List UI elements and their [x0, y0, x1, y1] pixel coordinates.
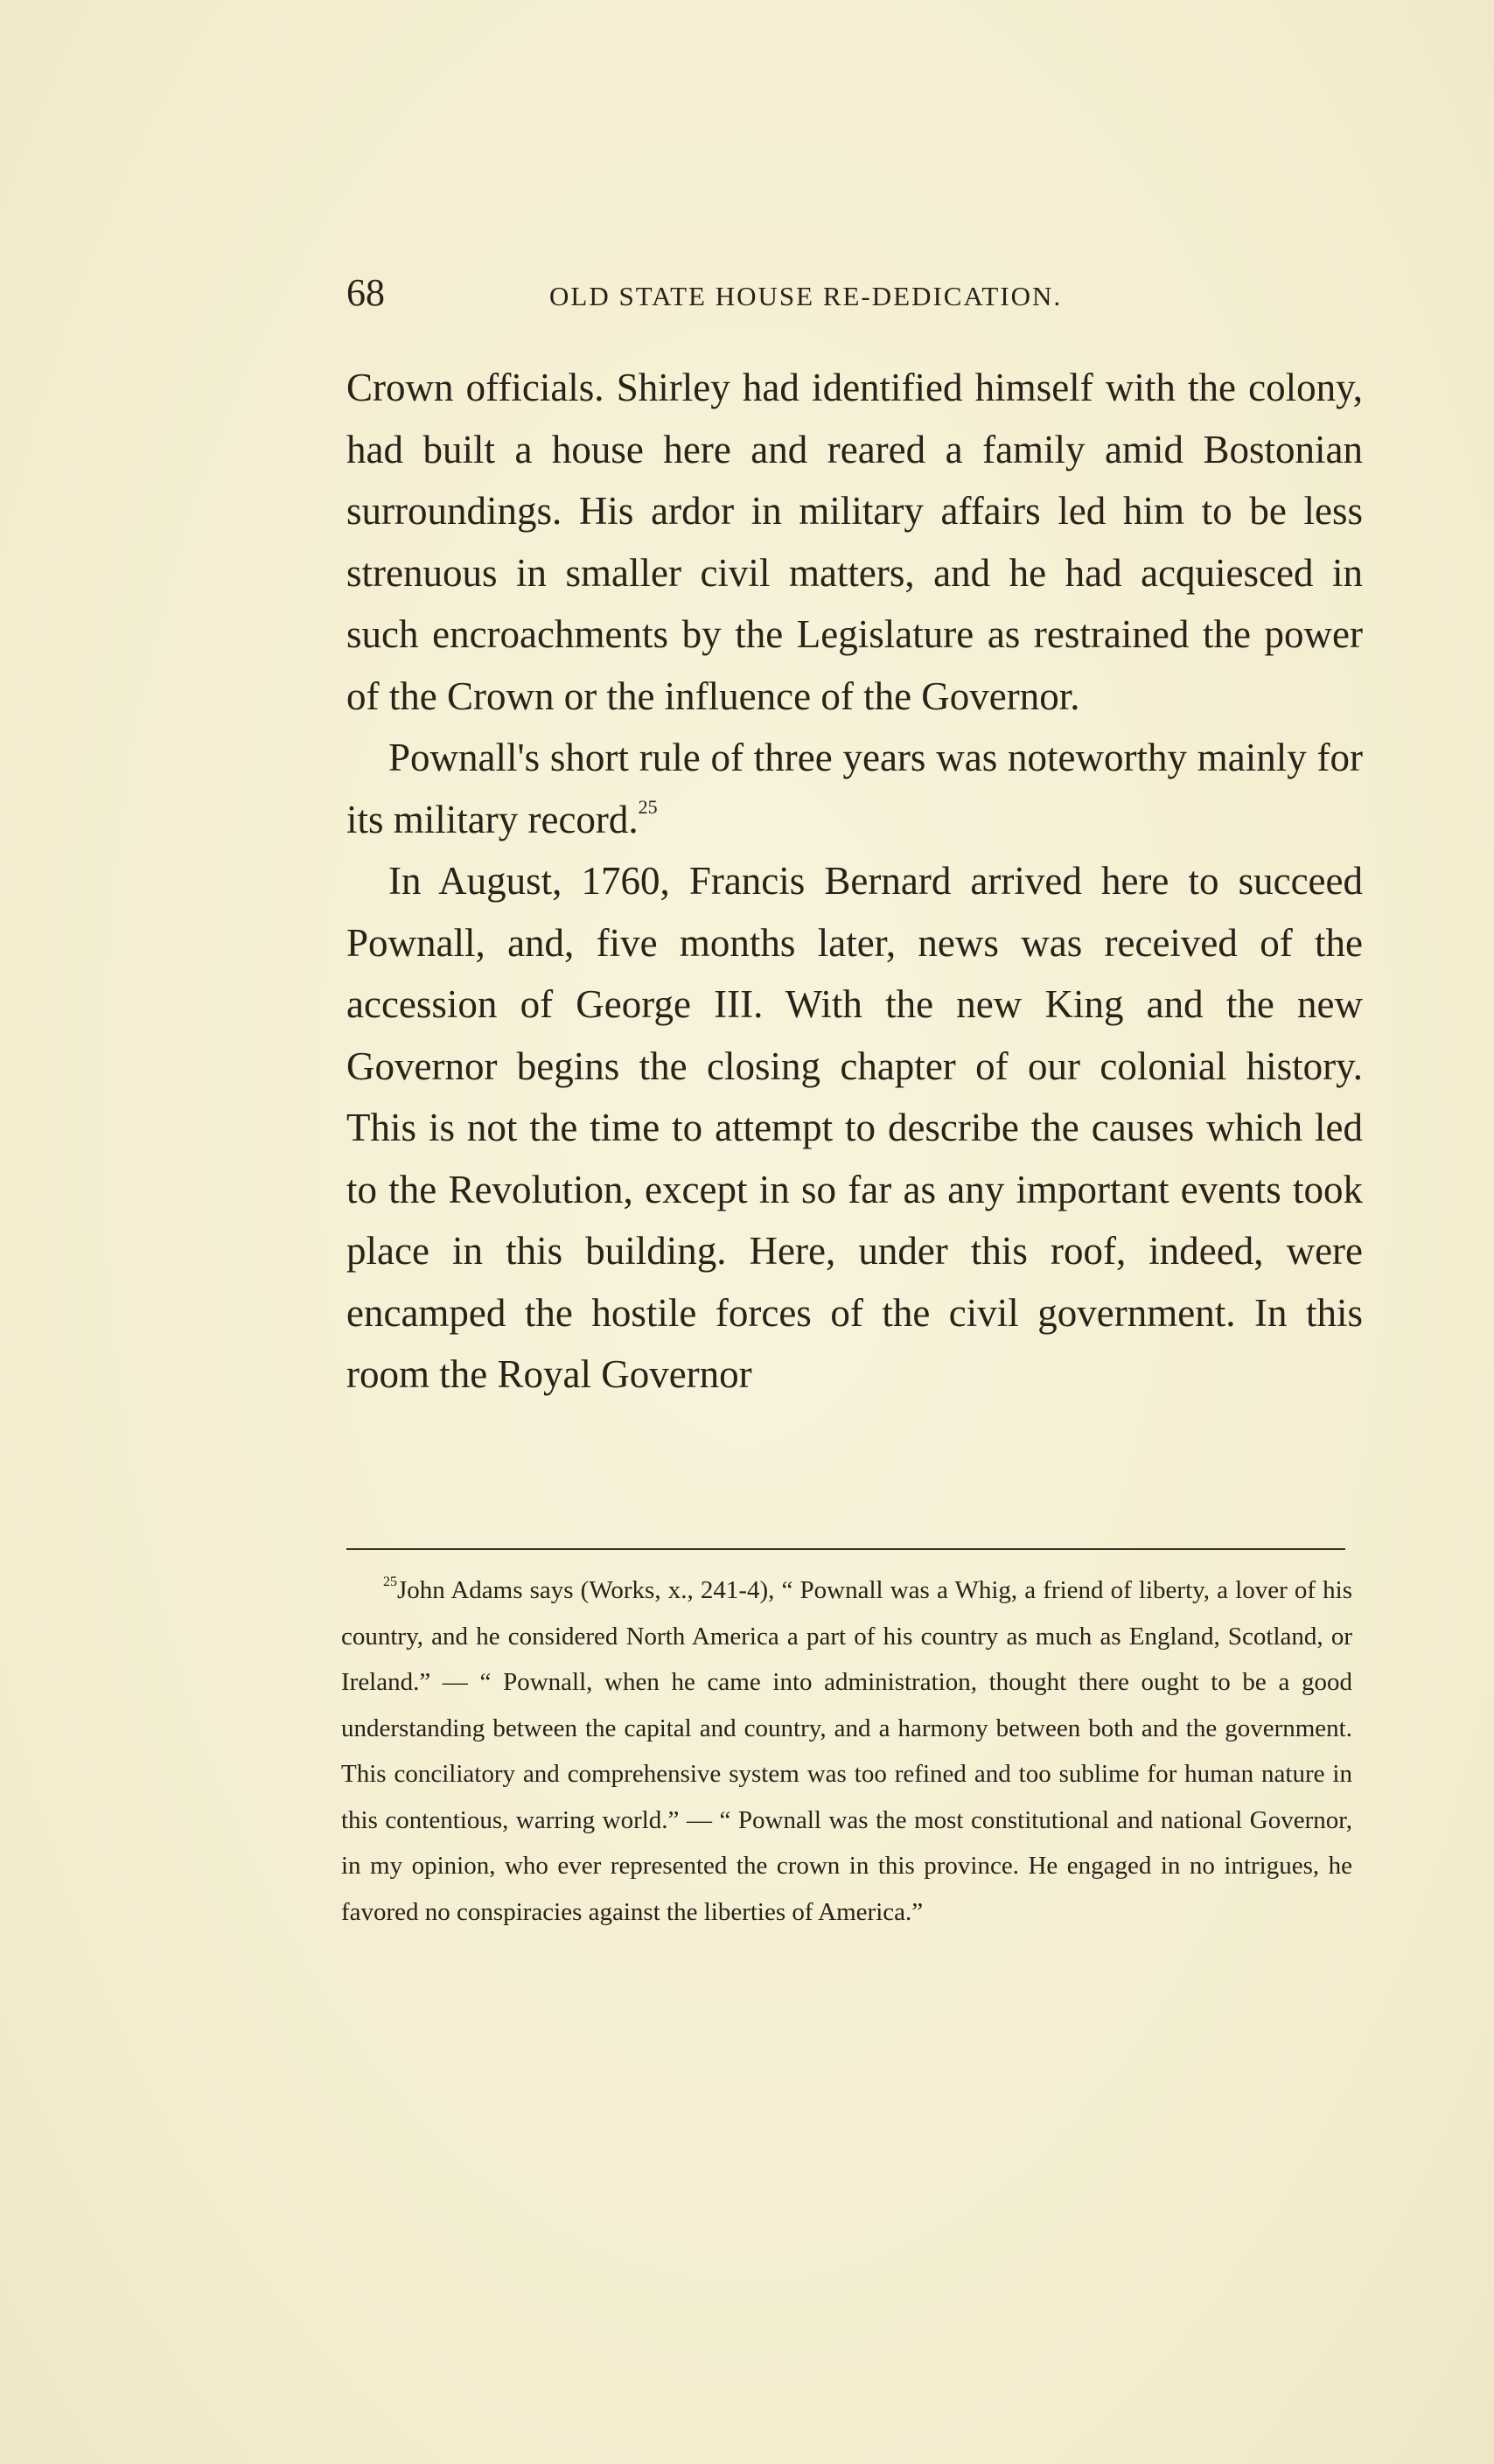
body-paragraph-2-text: Pownall's short rule of three years was noteworthy mainly for its military record.: [346, 736, 1363, 841]
footnote-reference: 25: [638, 795, 658, 818]
page-header: [346, 262, 1361, 324]
footnote-divider: [346, 1548, 1345, 1550]
footnote: [341, 1567, 1352, 1935]
running-head: OLD STATE HOUSE RE-DEDICATION.: [549, 281, 1063, 311]
footnote-paragraph: [341, 1567, 1352, 1935]
body-paragraph-1: Crown officials. Shirley had identified himself with the colony, had built a house here and reared a family amid Bostonian surroundings. His ardor in military affairs led him to be less strenuous in smaller civil matters, and he had acquiesced in such encroachments by the Legislature as restrained the power of the Crown or the influence of the Governor.: [346, 366, 1363, 718]
body-paragraph-3: In August, 1760, Francis Bernard arrived here to succeed Pownall, and, five months later, news was received of the accession of George III. With the new King and the new Governor begins the closing chapter of our colonial history. This is not the time to attempt to describe the causes which led to the Revolution, except in so far as any important events took place in this building. Here, under this roof, indeed, were encamped the hostile forces of the civil government. In this room the Royal Governor: [346, 859, 1363, 1396]
footnote-marker: 25: [383, 1574, 397, 1589]
page-number: 68: [346, 271, 385, 314]
body-text: [346, 357, 1363, 1406]
body-paragraph-2: [346, 727, 1363, 850]
footnote-text: John Adams says (Works, x., 241-4), “ Pownall was a Whig, a friend of liberty, a lover of his country, and he considered North America a part of his country as much as England, Scotland, or Ireland.” — “ Pownall, when he came into administration, thought there ought to be a good understanding between the capital and country, and a harmony between both and the government. This conciliatory and comprehensive system was too refined and too sublime for human nature in this contentious, warring world.” — “ Pownall was the most constitutional and national Governor, in my opinion, who ever represented the crown in this province. He engaged in no intrigues, he favored no conspiracies against the liberties of America.”: [341, 1576, 1352, 1926]
